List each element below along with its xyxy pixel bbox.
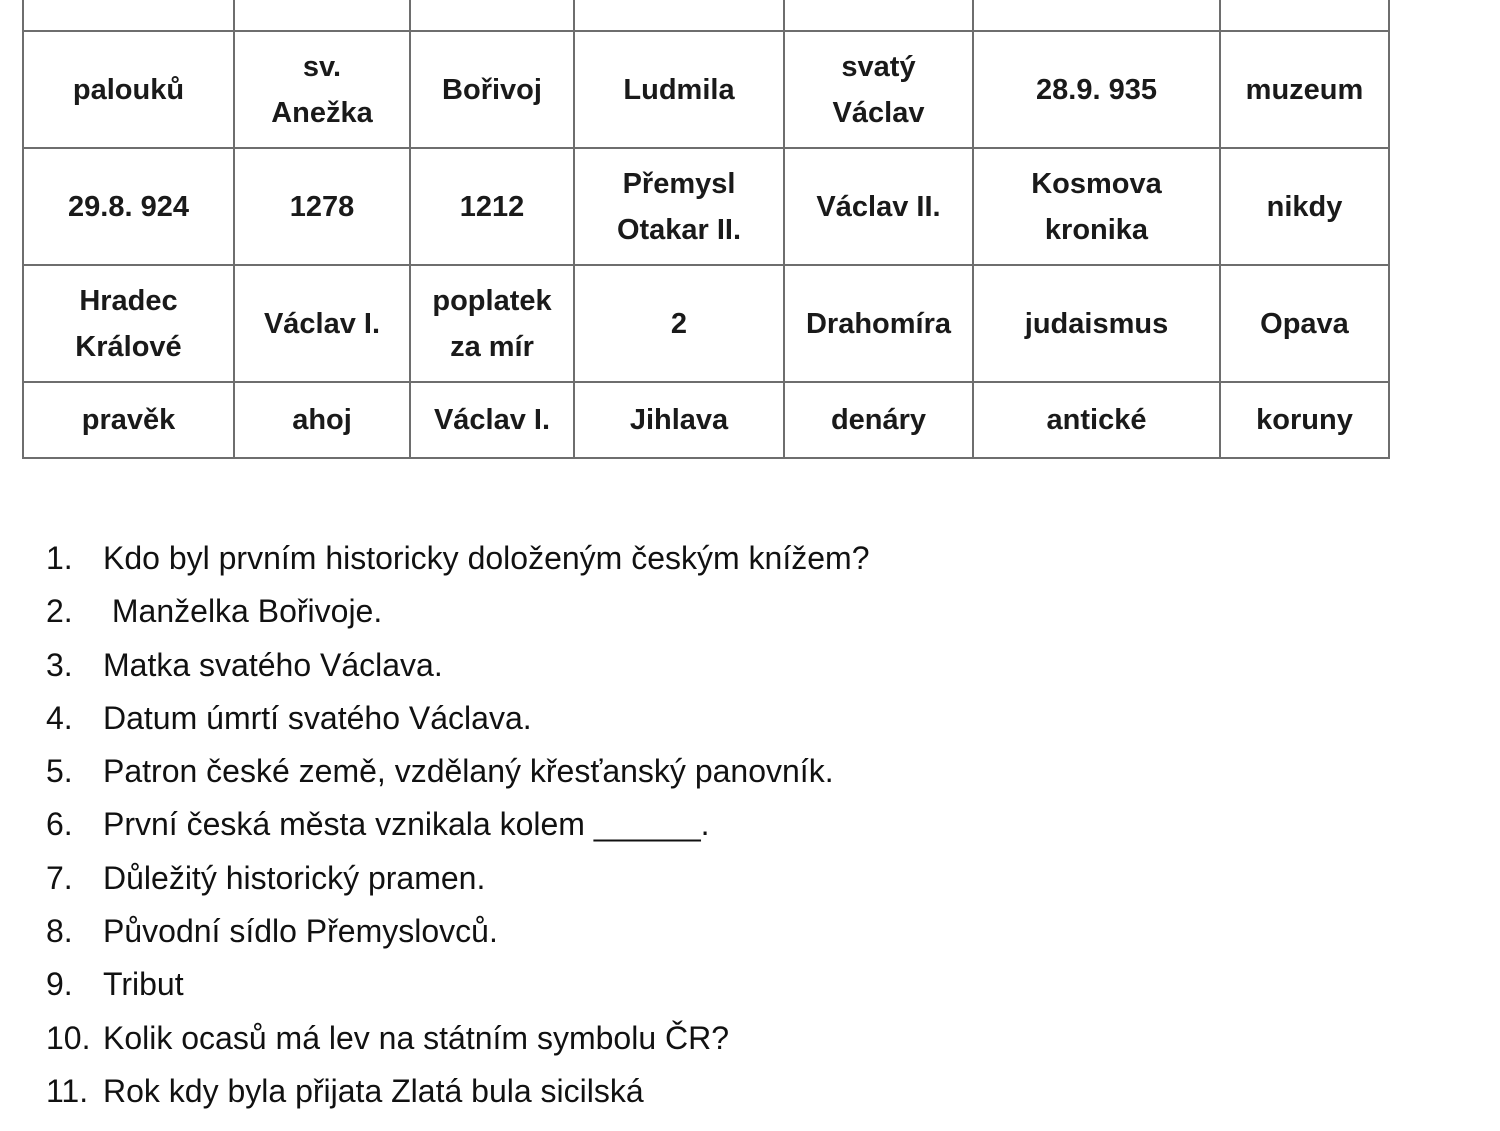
table-cell: Václav I. bbox=[234, 265, 410, 382]
table-cell: 1278 bbox=[234, 148, 410, 265]
question-number: 3. bbox=[46, 646, 73, 683]
table-cell: 1212 bbox=[410, 148, 574, 265]
table-cell: Václav II. bbox=[784, 148, 973, 265]
table-cell: poplatek za mír bbox=[410, 265, 574, 382]
table-cell: Ludmila bbox=[574, 31, 784, 148]
table-cell: Václav I. bbox=[410, 382, 574, 458]
table-cell: antické bbox=[973, 382, 1220, 458]
question-number: 1. bbox=[46, 540, 73, 576]
table-row bbox=[23, 382, 1389, 458]
table-row bbox=[23, 148, 1389, 265]
question-number: 8. bbox=[46, 913, 73, 950]
table-row bbox=[23, 265, 1389, 382]
table-row bbox=[23, 0, 1389, 31]
table-cell bbox=[23, 0, 234, 31]
list-item bbox=[46, 639, 869, 692]
question-number: 5. bbox=[46, 753, 73, 790]
table-cell: denáry bbox=[784, 382, 973, 458]
question-text: Tribut bbox=[103, 966, 184, 1003]
table-cell bbox=[973, 0, 1220, 31]
table-cell: 28.9. 935 bbox=[973, 31, 1220, 148]
table-cell: 2 bbox=[574, 265, 784, 382]
list-item bbox=[46, 1012, 869, 1065]
table-cell: muzeum bbox=[1220, 31, 1389, 148]
list-item bbox=[46, 905, 869, 958]
question-text: Původní sídlo Přemyslovců. bbox=[103, 913, 498, 950]
list-item bbox=[46, 958, 869, 1011]
table-row bbox=[23, 31, 1389, 148]
table-cell: pravěk bbox=[23, 382, 234, 458]
table-cell: palouků bbox=[23, 31, 234, 148]
table-cell: ahoj bbox=[234, 382, 410, 458]
table-cell: koruny bbox=[1220, 382, 1389, 458]
question-number: 4. bbox=[46, 699, 73, 736]
list-item bbox=[46, 1065, 869, 1118]
table-cell: Kosmova kronika bbox=[973, 148, 1220, 265]
table-cell: 29.8. 924 bbox=[23, 148, 234, 265]
question-number: 6. bbox=[46, 806, 73, 843]
question-text: Kdo byl prvním historicky doloženým českým knížem? bbox=[103, 540, 870, 576]
table-cell: Přemysl Otakar II. bbox=[574, 148, 784, 265]
table-cell: Hradec Králové bbox=[23, 265, 234, 382]
list-item bbox=[46, 532, 869, 585]
table-cell bbox=[1220, 0, 1389, 31]
question-number: 11. bbox=[46, 1072, 89, 1109]
table-cell bbox=[410, 0, 574, 31]
table-cell: sv. Anežka bbox=[234, 31, 410, 148]
table-cell: nikdy bbox=[1220, 148, 1389, 265]
question-number: 9. bbox=[46, 966, 73, 1003]
list-item bbox=[46, 585, 869, 638]
question-number: 7. bbox=[46, 859, 73, 896]
question-text: Manželka Bořivoje. bbox=[103, 593, 383, 630]
question-number: 10. bbox=[46, 1019, 91, 1056]
question-text: Rok kdy byla přijata Zlatá bula sicilská bbox=[103, 1072, 644, 1109]
table-cell: Opava bbox=[1220, 265, 1389, 382]
table-cell: Jihlava bbox=[574, 382, 784, 458]
question-number: 2. bbox=[46, 593, 73, 630]
question-text: Patron české země, vzdělaný křesťanský panovník. bbox=[103, 753, 834, 790]
list-item bbox=[46, 745, 869, 798]
question-text: Důležitý historický pramen. bbox=[103, 859, 486, 896]
table-cell bbox=[574, 0, 784, 31]
question-text: První česká města vznikala kolem ______. bbox=[103, 806, 710, 843]
question-text: Datum úmrtí svatého Václava. bbox=[103, 699, 532, 736]
table-cell bbox=[784, 0, 973, 31]
question-list bbox=[46, 532, 869, 1118]
list-item bbox=[46, 852, 869, 905]
list-item bbox=[46, 692, 869, 745]
table-cell: Bořivoj bbox=[410, 31, 574, 148]
answer-grid-table bbox=[22, 0, 1390, 459]
question-text: Kolik ocasů má lev na státním symbolu ČR? bbox=[103, 1019, 730, 1056]
table-cell: judaismus bbox=[973, 265, 1220, 382]
table-cell: Drahomíra bbox=[784, 265, 973, 382]
table-cell: svatý Václav bbox=[784, 31, 973, 148]
question-text: Matka svatého Václava. bbox=[103, 646, 443, 683]
list-item bbox=[46, 798, 869, 851]
table-cell bbox=[234, 0, 410, 31]
